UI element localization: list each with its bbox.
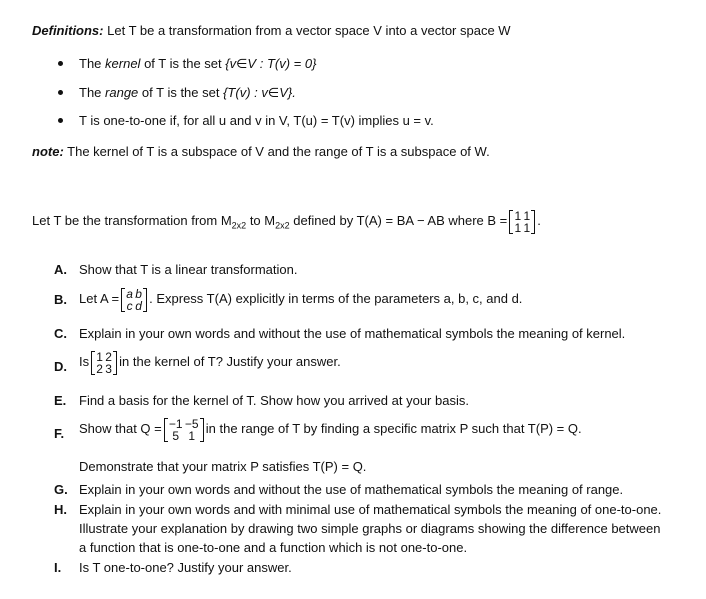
bullet-1-prefix: The (79, 56, 102, 71)
note-text: The kernel of T is a subspace of V and the range of T is a subspace of W. (67, 144, 490, 159)
definitions-intro: Let T be a transformation from a vector space V into a vector space W (107, 23, 511, 38)
matrix-q-cell: −5 (184, 416, 199, 431)
matrix-q (164, 418, 204, 442)
bullet-1-mid: of T is the set (144, 56, 222, 71)
item-i-label: I. (54, 560, 62, 575)
item-d-suffix: in the kernel of T? Justify your answer. (119, 354, 341, 369)
matrix-b-cell: 1 (523, 220, 531, 235)
bullet-1-expr: {v∈V : T(v) = 0} (225, 56, 317, 71)
bullet-1-term: kernel (105, 56, 141, 71)
problem-intro-def: defined by T(A) = BA − AB where B = (293, 213, 508, 228)
matrix-d-cell: 2 (96, 361, 103, 376)
matrix-d (91, 351, 117, 375)
item-e-text: Find a basis for the kernel of T. Show how you arrived at your basis. (79, 393, 469, 408)
item-g-text: Explain in your own words and without the use of mathematical symbols the meaning of range. (79, 482, 624, 497)
bullet-2-term: range (105, 85, 139, 100)
matrix-q-cell: 5 (172, 428, 180, 443)
matrix-d-cell: 2 (105, 349, 112, 364)
bullet-dot-3 (58, 118, 63, 123)
matrix-b-cell: 1 (514, 220, 522, 235)
item-f-label: F. (54, 426, 65, 441)
item-d-label: D. (54, 359, 67, 374)
problem-intro-period: . (537, 213, 541, 228)
problem-intro-to: to M (249, 213, 276, 228)
matrix-a (121, 288, 147, 312)
note-label: note: (32, 144, 64, 159)
definition-one-to-one (79, 113, 434, 129)
item-b-label: B. (54, 292, 67, 307)
item-f-prefix: Show that Q = (79, 421, 162, 436)
item-f-suffix: in the range of T by finding a specific matrix P such that T(P) = Q. (205, 421, 582, 436)
matrix-b-cell: 1 (514, 208, 522, 223)
bullet-2-prefix: The (79, 85, 102, 100)
item-h-label: H. (54, 502, 67, 517)
item-f-line (79, 412, 582, 446)
item-c-label: C. (54, 326, 67, 341)
matrix-b-cell: 1 (523, 208, 531, 223)
bullet-dot-1 (58, 61, 63, 66)
item-b-prefix: Let A = (79, 291, 120, 306)
matrix-a-cell: d (135, 298, 142, 313)
item-c-text: Explain in your own words and without the use of mathematical symbols the meaning of kernel. (79, 326, 626, 341)
matrix-d-cell: 1 (96, 349, 103, 364)
matrix-q-cell: −1 (168, 416, 183, 431)
item-a-label: A. (54, 262, 67, 277)
definitions-heading: Definitions: (32, 23, 104, 38)
item-f-continuation: Demonstrate that your matrix P satisfies T(P) = Q. (79, 459, 367, 474)
matrix-a-cell: a (126, 286, 133, 301)
item-g-label: G. (54, 482, 68, 497)
item-b-suffix: . Express T(A) explicitly in terms of the parameters a, b, c, and d. (149, 291, 523, 306)
note-line (32, 144, 490, 160)
matrix-a-cell: b (135, 286, 142, 301)
problem-intro-before: Let T be the transformation from M (32, 213, 232, 228)
matrix-b (509, 210, 535, 234)
item-d-prefix: Is (79, 354, 90, 369)
definition-range (79, 85, 296, 101)
problem-intro (32, 207, 541, 240)
matrix-a-cell: c (126, 298, 133, 313)
item-a-text: Show that T is a linear transformation. (79, 262, 298, 277)
item-d-line (79, 345, 341, 379)
definition-kernel (79, 56, 316, 72)
bullet-2-mid: of T is the set (141, 85, 220, 100)
item-b-line (79, 284, 522, 314)
problem-sub-1: 2x2 (231, 220, 247, 231)
bullet-3-text: T is one-to-one if, for all u and v in V, T(u) = T(v) implies u = v. (79, 113, 434, 128)
problem-sub-2: 2x2 (275, 220, 290, 231)
item-h-text: Explain in your own words and with minimal use of mathematical symbols the meaning of one-to-one. Illustrate your explanation by drawing two simple graphs or diagrams showing the difference between a function that is one-to-one and a function which is not one-to-one. (79, 502, 662, 555)
definitions-line (32, 23, 511, 39)
matrix-d-cell: 3 (105, 361, 112, 376)
matrix-q-cell: 1 (188, 428, 196, 443)
bullet-2-expr: {T(v) : v∈V}. (223, 85, 296, 100)
item-i-text: Is T one-to-one? Justify your answer. (79, 560, 292, 575)
bullet-dot-2 (58, 90, 63, 95)
item-e-label: E. (54, 393, 67, 408)
